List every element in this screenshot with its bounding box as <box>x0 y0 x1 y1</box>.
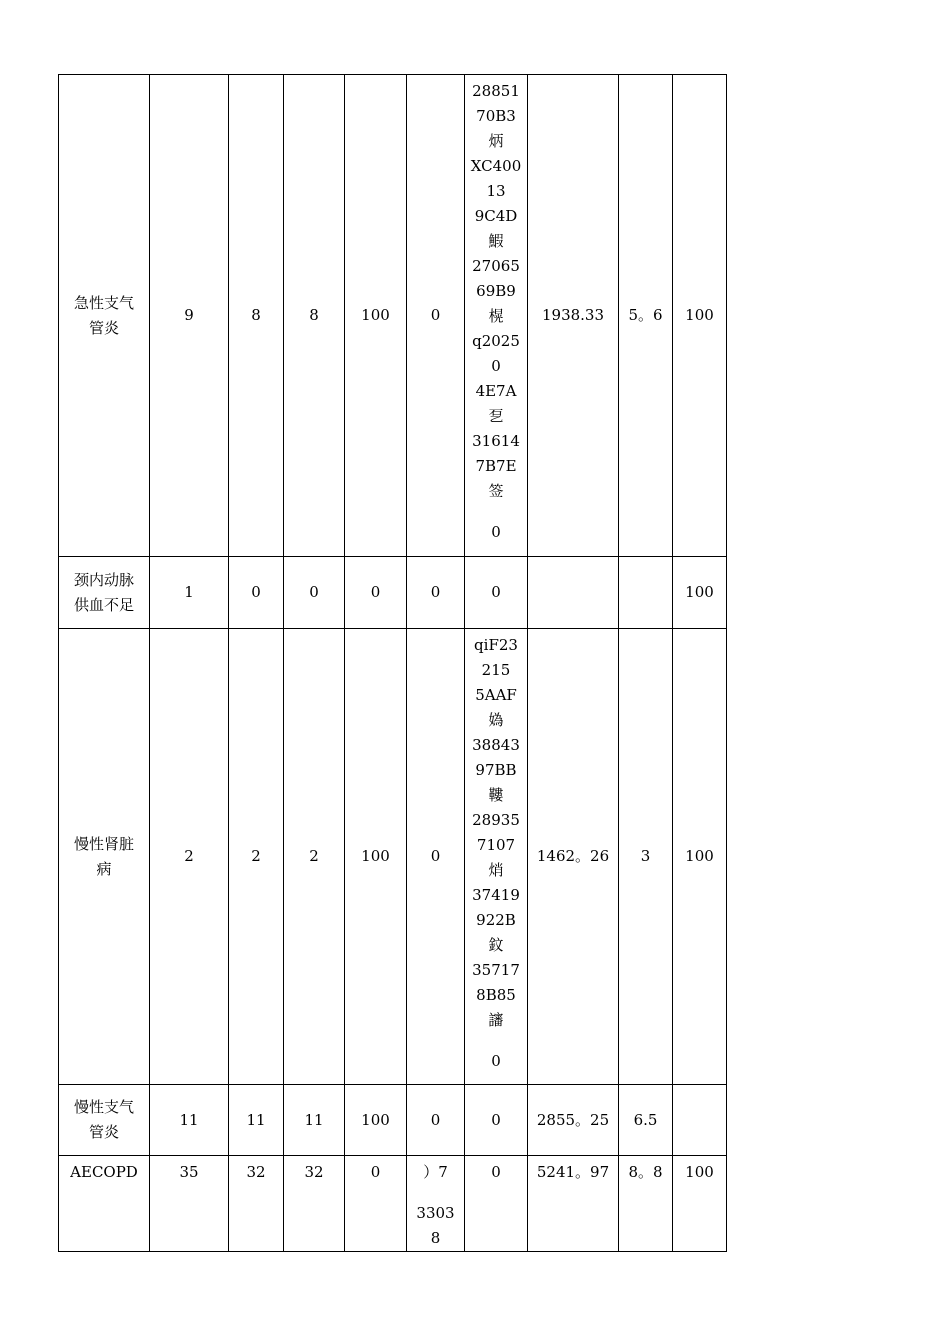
code-line: ）7 <box>423 1163 448 1181</box>
cell: 100 <box>673 75 727 557</box>
code-line: 3303 <box>416 1204 455 1222</box>
cell: 100 <box>345 629 407 1085</box>
cell: 0 <box>284 557 345 629</box>
code-line: 9C4D <box>474 207 518 225</box>
code-line: 8 <box>430 1229 441 1247</box>
code-line: 7B7E <box>475 457 517 475</box>
cell: 5241。97 <box>528 1156 619 1252</box>
code-cell <box>465 629 528 1085</box>
code-line: 7107 <box>476 836 516 854</box>
cell: 11 <box>229 1085 284 1156</box>
code-line: 0 <box>491 523 501 541</box>
code-line: 37419 <box>472 886 520 904</box>
table-row <box>59 1085 727 1156</box>
cell: 3 <box>619 629 673 1085</box>
table-row <box>59 75 727 557</box>
code-line: 31614 <box>472 432 520 450</box>
code-line: 榥 <box>488 307 504 325</box>
cell: 1938.33 <box>528 75 619 557</box>
cell: 8。8 <box>619 1156 673 1252</box>
cell: 8 <box>284 75 345 557</box>
code-line: XC400 <box>470 157 522 175</box>
cell: 100 <box>673 1156 727 1252</box>
cell: 2 <box>150 629 229 1085</box>
cell: 0 <box>345 1156 407 1252</box>
cell: 35 <box>150 1156 229 1252</box>
cell: 0 <box>407 1085 465 1156</box>
table-row <box>59 1156 727 1252</box>
cell: 0 <box>465 1156 528 1252</box>
code-line: 922B <box>476 911 516 929</box>
code-line: 28851 <box>472 82 520 100</box>
code-cell <box>465 75 528 557</box>
cell: 0 <box>407 557 465 629</box>
disease-name: 急性支气管炎 <box>59 75 150 557</box>
data-table <box>58 74 727 1252</box>
cell: 2 <box>284 629 345 1085</box>
code-cell <box>407 1156 465 1252</box>
cell: 2855。25 <box>528 1085 619 1156</box>
code-line: q2025 <box>472 332 520 350</box>
cell: 0 <box>465 557 528 629</box>
code-line: 鞻 <box>488 786 504 804</box>
cell: 2 <box>229 629 284 1085</box>
code-line: 5AAF <box>475 686 517 704</box>
code-line: 69B9 <box>476 282 516 300</box>
cell: 0 <box>465 1085 528 1156</box>
disease-name: 慢性肾脏病 <box>59 629 150 1085</box>
cell: 100 <box>673 629 727 1085</box>
cell: 0 <box>229 557 284 629</box>
code-line: 炳 <box>488 132 504 150</box>
cell: 32 <box>284 1156 345 1252</box>
code-line: 70B3 <box>476 107 516 125</box>
cell: 100 <box>345 1085 407 1156</box>
cell: 9 <box>150 75 229 557</box>
cell: 1 <box>150 557 229 629</box>
code-line: 媯 <box>488 711 504 729</box>
table-row <box>59 557 727 629</box>
code-line: 38843 <box>472 736 520 754</box>
cell: 6.5 <box>619 1085 673 1156</box>
code-line: 鈫 <box>488 936 504 954</box>
cell: 11 <box>284 1085 345 1156</box>
disease-name: 颈内动脉供血不足 <box>59 557 150 629</box>
cell: 11 <box>150 1085 229 1156</box>
code-line: 13 <box>486 182 506 200</box>
cell: 0 <box>407 75 465 557</box>
code-line: 8B85 <box>476 986 516 1004</box>
code-line: 讅 <box>488 1011 504 1029</box>
disease-name: 慢性支气管炎 <box>59 1085 150 1156</box>
table-row <box>59 629 727 1085</box>
code-line: 0 <box>491 357 501 375</box>
cell <box>619 557 673 629</box>
code-line: 97BB <box>475 761 517 779</box>
code-line: 签 <box>488 482 504 500</box>
code-line: 乭 <box>488 407 504 425</box>
cell: 100 <box>673 557 727 629</box>
cell: 100 <box>345 75 407 557</box>
cell: 32 <box>229 1156 284 1252</box>
code-line: 35717 <box>472 961 520 979</box>
cell <box>528 557 619 629</box>
cell: 5。6 <box>619 75 673 557</box>
code-line: 28935 <box>472 811 520 829</box>
cell: 8 <box>229 75 284 557</box>
code-line: 0 <box>491 1052 501 1070</box>
cell <box>673 1085 727 1156</box>
cell: 0 <box>345 557 407 629</box>
code-line: qiF23 <box>474 636 518 654</box>
cell: 0 <box>407 629 465 1085</box>
code-line: 焇 <box>488 861 504 879</box>
code-line: 鰕 <box>488 232 504 250</box>
code-line: 215 <box>481 661 511 679</box>
disease-name: AECOPD <box>59 1156 150 1252</box>
code-line: 4E7A <box>475 382 517 400</box>
code-line: 27065 <box>472 257 520 275</box>
cell: 1462。26 <box>528 629 619 1085</box>
